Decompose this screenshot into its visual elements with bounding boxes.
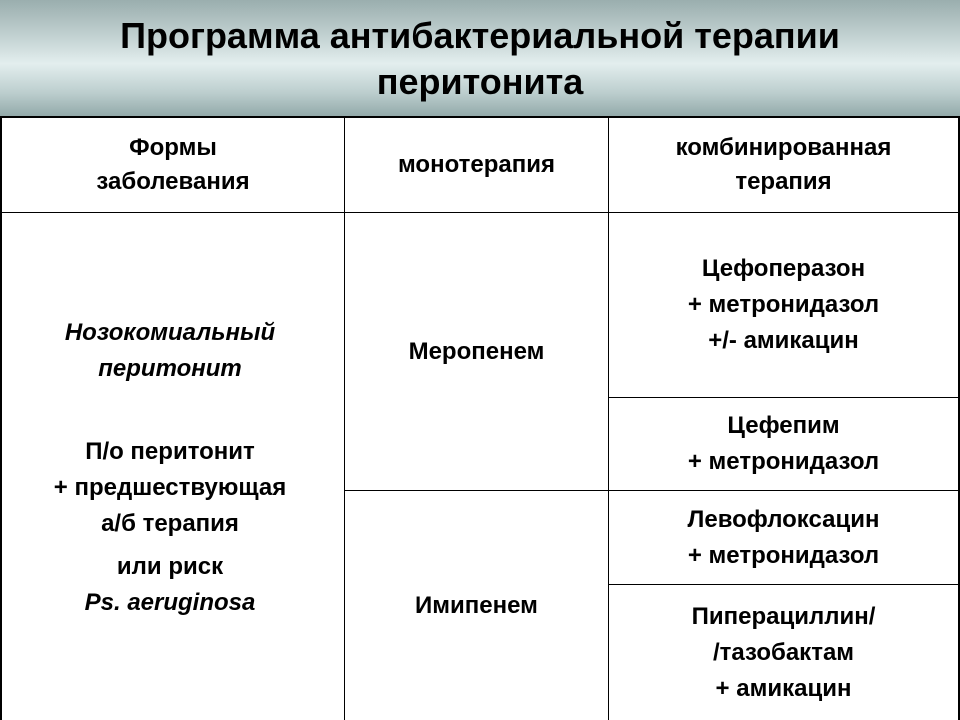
combined-line: Пиперациллин/ (691, 602, 876, 630)
header-combined (609, 118, 958, 212)
form-risk-organism: Ps. aeruginosa (84, 589, 256, 616)
mono-imipenem (345, 491, 608, 720)
mono-drug-label: Имипенем (415, 591, 538, 619)
form-nosocomial-line: Нозокомиальный (64, 319, 276, 346)
form-risk (2, 548, 338, 622)
form-postop-line: П/о перитонит (85, 438, 255, 465)
form-postop-line: + предшествующая (53, 474, 287, 501)
mono-meropenem (345, 213, 608, 490)
combined-line: + метронидазол (687, 291, 880, 318)
therapy-table (0, 118, 960, 720)
header-combined-line: комбинированная (675, 134, 892, 162)
combined-line: Цефоперазон (701, 255, 866, 282)
page-title-line-1: Программа антибактериальной терапии (120, 15, 840, 56)
combined-line: Цефепим (727, 412, 840, 439)
combined-piperacillin (609, 585, 958, 720)
combined-cefepime (609, 398, 958, 490)
combined-line: + амикацин (715, 674, 852, 702)
header-monotherapy (345, 118, 608, 212)
combined-line: + метронидазол (687, 541, 880, 569)
header-mono-label: монотерапия (397, 151, 556, 178)
form-postop-line: а/б терапия (101, 510, 239, 537)
form-risk-line: или риск (116, 553, 224, 580)
header-forms (2, 118, 344, 212)
page-title-line-2: перитонита (376, 61, 584, 102)
combined-line: /тазобактам (712, 638, 855, 666)
mono-drug-label: Меропенем (408, 337, 545, 365)
combined-levofloxacin (609, 491, 958, 584)
form-postop (2, 433, 338, 543)
form-nosocomial (2, 314, 338, 388)
header-combined-line: терапия (735, 168, 832, 195)
combined-line: +/- амикацин (708, 327, 859, 354)
combined-line: Левофлоксацин (687, 505, 880, 533)
form-nosocomial-line: перитонит (98, 355, 242, 382)
combined-cefoperazone (609, 213, 958, 397)
header-forms-line: заболевания (96, 168, 250, 195)
title-banner (0, 0, 960, 118)
header-forms-line: Формы (129, 134, 217, 162)
combined-line: + метронидазол (687, 448, 880, 475)
